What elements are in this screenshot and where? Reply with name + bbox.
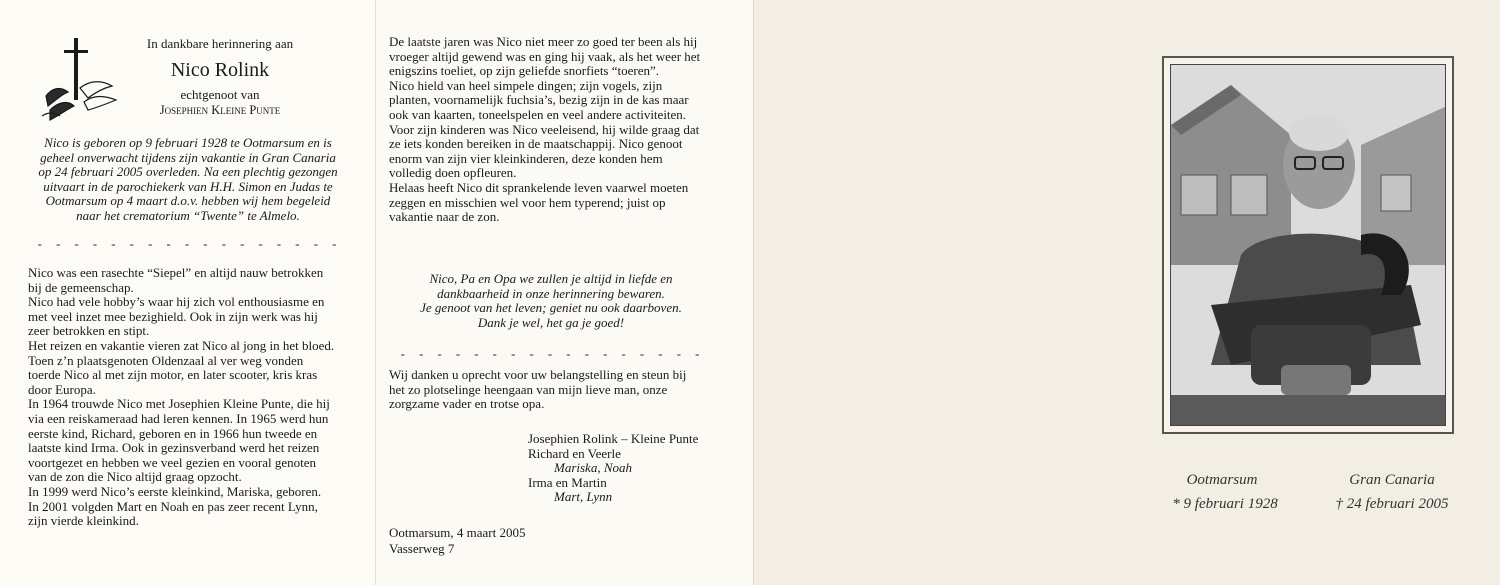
separator: - - - - - - - - - - - - - - - - -: [399, 348, 703, 362]
right-panel: [753, 0, 1500, 585]
photo-frame: [1162, 56, 1454, 434]
bio-line: Nico had vele hobby’s waar hij zich vol enthousiasme en: [28, 294, 325, 310]
bio-line: voortgezet en hebben we veel gezien en vooral genoten: [28, 454, 317, 470]
death-date: † 24 februari 2005: [1335, 496, 1449, 512]
header-line: In dankbare herinnering aan: [146, 36, 294, 51]
bio-line: toerde Nico al met zijn motor, en later scooter, kris kras: [28, 367, 318, 383]
bio-line: door Europa.: [28, 381, 96, 397]
paragraph-line: vakantie naar de zon.: [389, 209, 500, 225]
bio-line: Het reizen en vakantie vieren zat Nico al jong in het bloed.: [28, 337, 335, 353]
bio-line: Nico was een rasechte “Siepel” en altijd nauw betrokken: [28, 265, 324, 280]
bio-line: van de zon die Nico altijd graag opzocht.: [28, 469, 242, 485]
paragraph-line: Helaas heeft Nico dit sprankelende leven vaarwel moeten: [389, 179, 689, 195]
portrait-photo-illustration: [1171, 65, 1446, 426]
paragraph-line: ze iets konden bereiken in de maatschappij. Nico genoot: [389, 136, 683, 152]
signature-line: Mariska, Noah: [554, 460, 632, 476]
cross-icon: [38, 36, 120, 124]
intro-line: op 24 februari 2005 overleden. Na een plechtig gezongen: [38, 164, 338, 180]
spouse-name: Josephien Kleine Punte: [159, 103, 281, 117]
signature-line: Mart, Lynn: [554, 489, 613, 505]
bio-line: In 2001 volgden Mart en Noah en pas zeer recent Lynn,: [28, 498, 318, 514]
bio-line: zijn vierde kleinkind.: [28, 513, 139, 529]
paragraph-line: Voor zijn kinderen was Nico veeleisend, hij wilde graag dat: [389, 121, 700, 137]
bio-line: via een reiskameraad had leren kennen. In 1965 werd hun: [28, 410, 329, 426]
poem-line: Nico, Pa en Opa we zullen je altijd in liefde en: [429, 271, 673, 286]
bio-line: met veel inzet mee bezighield. Ook in zijn werk was hij: [28, 308, 318, 324]
portrait-photo: [1170, 64, 1446, 426]
poem-line: Dank je wel, het ga je goed!: [477, 314, 625, 330]
paragraph-line: zeggen en misschien wel voor hem typerend; juist op: [389, 194, 666, 210]
bio-line: eerste kind, Richard, geboren en in 1966 hun tweede en: [28, 425, 318, 441]
bio-line: Toen z’n plaatsgenoten Oldenzaal al ver weg vonden: [28, 352, 304, 368]
paragraph-line: ook van kaarten, toneelspelen en veel andere activiteiten.: [389, 106, 687, 122]
signature-line: Richard en Veerle: [528, 445, 621, 461]
thanks-line: het zo plotselinge heengaan van mijn lieve man, onze: [389, 381, 668, 397]
bio-line: In 1964 trouwde Nico met Josephien Kleine Punte, die hij: [28, 396, 330, 412]
thanks-text: [389, 368, 713, 412]
bio-line: zeer betrokken en stipt.: [28, 323, 150, 339]
bio-line: bij de gemeenschap.: [28, 279, 134, 295]
doves-icon: [42, 82, 116, 120]
poem-line: Je genoot van het leven; geniet nu ook daarboven.: [420, 300, 682, 316]
paragraph-line: vroeger altijd gewend was en ging hij vaak, als het weer het: [389, 48, 701, 64]
biography: [28, 266, 346, 529]
paragraph-line: Nico hield van heel simpele dingen; zijn vogels, zijn: [389, 77, 663, 93]
birth-place: Ootmarsum: [1186, 472, 1258, 488]
bio-line: In 1999 werd Nico’s eerste kleinkind, Mariska, geboren.: [28, 483, 322, 499]
birth-date: * 9 februari 1928: [1172, 496, 1278, 512]
poem: [389, 272, 713, 330]
intro-text: [22, 136, 354, 224]
poem-line: dankbaarheid in onze herinnering bewaren.: [437, 285, 665, 301]
paragraph-line: volledig doen opfleuren.: [389, 165, 517, 181]
death-place: Gran Canaria: [1349, 472, 1435, 488]
paragraph-line: enorm van zijn vier kleinkinderen, deze konden hem: [389, 150, 663, 166]
intro-line: uitvaart in de parochiekerk van H.H. Simon en Judas te: [43, 178, 333, 194]
intro-line: Ootmarsum op 4 maart d.o.v. hebben wij hem begeleid: [45, 193, 331, 209]
life-paragraph: [389, 35, 713, 225]
intro-line: naar het crematorium “Twente” te Almelo.: [76, 207, 300, 223]
thanks-line: Wij danken u oprecht voor uw belangstelling en steun bij: [389, 367, 687, 382]
place-date: Ootmarsum, 4 maart 2005: [389, 525, 526, 540]
address: Vasserweg 7: [389, 541, 455, 556]
signatures: [528, 432, 728, 505]
signature-line: Josephien Rolink – Kleine Punte: [528, 431, 699, 446]
left-panel: [0, 0, 375, 585]
paragraph-line: enigszins toeliet, op zijn geliefde snorfiets “toeren”.: [389, 63, 660, 79]
paragraph-line: De laatste jaren was Nico niet meer zo goed ter been als hij: [389, 34, 698, 49]
bio-line: laatste kind Irma. Ook in gezinsverband werd het reizen: [28, 440, 320, 456]
intro-line: geheel onverwacht tijdens zijn vakantie in Gran Canaria: [40, 149, 336, 165]
signature-line: Irma en Martin: [528, 474, 607, 490]
separator: - - - - - - - - - - - - - - - - -: [36, 238, 340, 252]
paragraph-line: planten, voornamelijk fuchsia’s, bezig zijn in de kas maar: [389, 92, 689, 108]
spouse-line: echtgenoot van: [180, 87, 260, 102]
deceased-name: Nico Rolink: [170, 59, 270, 81]
middle-panel: [375, 0, 753, 585]
intro-line: Nico is geboren op 9 februari 1928 te Ootmarsum en is: [44, 135, 332, 150]
thanks-line: zorgzame vader en trotse opa.: [389, 396, 545, 412]
